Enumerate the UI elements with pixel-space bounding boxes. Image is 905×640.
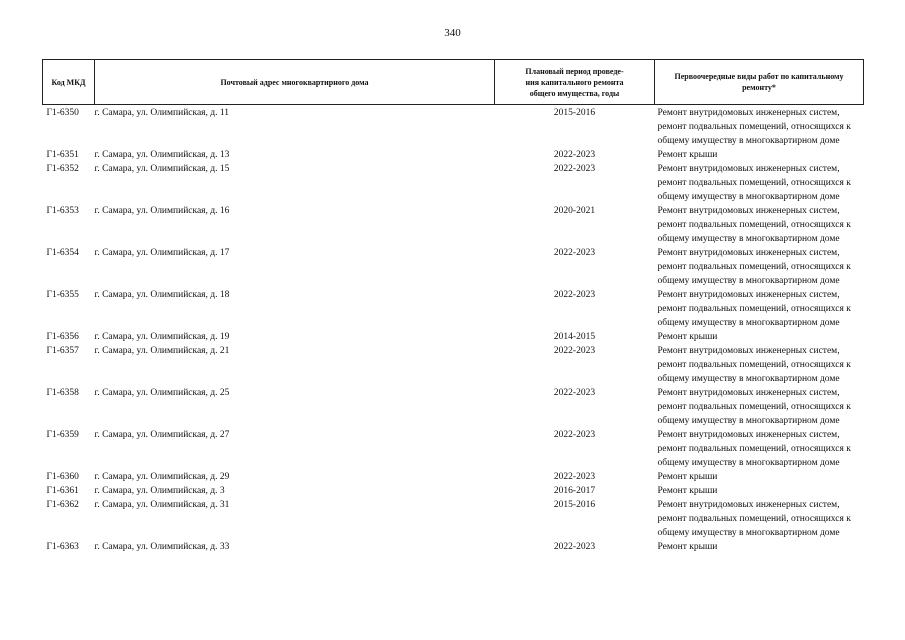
table-row: [43, 498, 864, 540]
table-row: [43, 344, 864, 386]
cell-address: г. Самара, ул. Олимпийская, д. 33: [94, 542, 230, 552]
cell-address: г. Самара, ул. Олимпийская, д. 3: [94, 486, 225, 496]
cell-address: г. Самара, ул. Олимпийская, д. 15: [94, 164, 230, 174]
cell-period: 2016-2017: [553, 486, 596, 496]
cell-period: 2022-2023: [553, 388, 596, 398]
cell-period: 2022-2023: [553, 150, 596, 160]
table-row: [43, 246, 864, 288]
cell-code: Г1-6350: [46, 108, 79, 118]
table-row: [43, 484, 864, 498]
housing-repair-table: [42, 59, 864, 554]
cell-address: г. Самара, ул. Олимпийская, д. 13: [94, 150, 230, 160]
table-row: [43, 428, 864, 470]
cell-address: г. Самара, ул. Олимпийская, д. 11: [94, 108, 230, 118]
cell-code: Г1-6363: [46, 542, 79, 552]
cell-period: 2022-2023: [553, 164, 596, 174]
cell-period: 2022-2023: [553, 542, 596, 552]
cell-code: Г1-6359: [46, 430, 79, 440]
cell-address: г. Самара, ул. Олимпийская, д. 25: [94, 388, 230, 398]
table-row: [43, 386, 864, 428]
cell-period: 2015-2016: [553, 500, 596, 510]
table-row: [43, 288, 864, 330]
cell-works: Ремонт внутридомовых инженерных систем, ремонт подвальных помещений, относящихся к общему имуществу в многоквартирном доме: [657, 108, 851, 146]
cell-address: г. Самара, ул. Олимпийская, д. 19: [94, 332, 230, 342]
cell-period: 2022-2023: [553, 346, 596, 356]
cell-period: 2014-2015: [553, 332, 596, 342]
cell-period: 2022-2023: [553, 248, 596, 258]
cell-code: Г1-6355: [46, 290, 79, 300]
cell-address: г. Самара, ул. Олимпийская, д. 27: [94, 430, 230, 440]
header-works: Первоочередные виды работ по капитальному ремонту*: [655, 60, 864, 105]
cell-code: Г1-6361: [46, 486, 79, 496]
table-row: [43, 105, 864, 149]
cell-code: Г1-6357: [46, 346, 79, 356]
cell-works: Ремонт крыши: [657, 542, 718, 552]
cell-code: Г1-6351: [46, 150, 79, 160]
cell-code: Г1-6354: [46, 248, 79, 258]
cell-code: Г1-6356: [46, 332, 79, 342]
table-row: [43, 540, 864, 554]
cell-period: 2022-2023: [553, 290, 596, 300]
cell-address: г. Самара, ул. Олимпийская, д. 21: [94, 346, 230, 356]
table-header-row: [43, 60, 864, 105]
cell-works: Ремонт внутридомовых инженерных систем, ремонт подвальных помещений, относящихся к общему имуществу в многоквартирном доме: [657, 248, 851, 286]
cell-address: г. Самара, ул. Олимпийская, д. 31: [94, 500, 230, 510]
table-row: [43, 204, 864, 246]
cell-code: Г1-6362: [46, 500, 79, 510]
cell-works: Ремонт крыши: [657, 332, 718, 342]
table-row: [43, 162, 864, 204]
page-number: 340: [444, 27, 461, 39]
cell-works: Ремонт крыши: [657, 472, 718, 482]
table-body: [43, 105, 864, 555]
cell-works: Ремонт внутридомовых инженерных систем, ремонт подвальных помещений, относящихся к общему имуществу в многоквартирном доме: [657, 388, 851, 426]
cell-code: Г1-6358: [46, 388, 79, 398]
cell-code: Г1-6353: [46, 206, 79, 216]
cell-period: 2022-2023: [553, 472, 596, 482]
header-address: Почтовый адрес многоквартирного дома: [95, 60, 495, 105]
cell-address: г. Самара, ул. Олимпийская, д. 17: [94, 248, 230, 258]
table-row: [43, 148, 864, 162]
cell-works: Ремонт внутридомовых инженерных систем, ремонт подвальных помещений, относящихся к общему имуществу в многоквартирном доме: [657, 290, 851, 328]
cell-code: Г1-6360: [46, 472, 79, 482]
cell-works: Ремонт внутридомовых инженерных систем, ремонт подвальных помещений, относящихся к общему имуществу в многоквартирном доме: [657, 206, 851, 244]
cell-address: г. Самара, ул. Олимпийская, д. 18: [94, 290, 230, 300]
header-period: Плановый период проведе- ния капитального ремонта общего имущества, годы: [495, 60, 655, 105]
cell-works: Ремонт внутридомовых инженерных систем, ремонт подвальных помещений, относящихся к общему имуществу в многоквартирном доме: [657, 346, 851, 384]
cell-works: Ремонт крыши: [657, 486, 718, 496]
cell-address: г. Самара, ул. Олимпийская, д. 16: [94, 206, 230, 216]
cell-works: Ремонт внутридомовых инженерных систем, ремонт подвальных помещений, относящихся к общему имуществу в многоквартирном доме: [657, 164, 851, 202]
cell-address: г. Самара, ул. Олимпийская, д. 29: [94, 472, 230, 482]
cell-code: Г1-6352: [46, 164, 79, 174]
cell-period: 2020-2021: [553, 206, 596, 216]
cell-works: Ремонт внутридомовых инженерных систем, ремонт подвальных помещений, относящихся к общему имуществу в многоквартирном доме: [657, 500, 851, 538]
cell-works: Ремонт внутридомовых инженерных систем, ремонт подвальных помещений, относящихся к общему имуществу в многоквартирном доме: [657, 430, 851, 468]
cell-period: 2015-2016: [553, 108, 596, 118]
header-code: Код МКД: [43, 60, 95, 105]
cell-period: 2022-2023: [553, 430, 596, 440]
table-row: [43, 470, 864, 484]
cell-works: Ремонт крыши: [657, 150, 718, 160]
table-row: [43, 330, 864, 344]
